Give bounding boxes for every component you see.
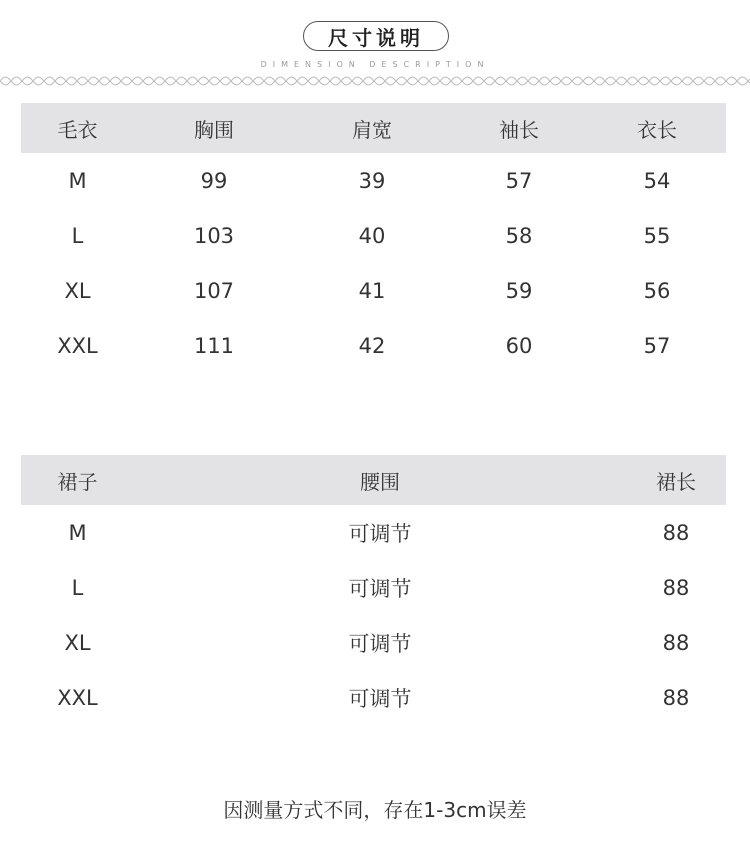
waist-cell: 可调节 xyxy=(348,631,412,656)
header-cell: 裙子 xyxy=(57,469,98,494)
measurement-note: 因测量方式不同，存在1-3cm误差 xyxy=(223,798,527,822)
table-header-row xyxy=(21,455,726,505)
shoulder-cell: 41 xyxy=(358,278,386,303)
header-cell: 肩宽 xyxy=(352,117,392,142)
shoulder-cell: 40 xyxy=(358,223,386,248)
header-cell: 腰围 xyxy=(360,469,400,494)
shoulder-cell: 42 xyxy=(358,333,386,358)
table-row xyxy=(21,153,726,208)
header xyxy=(0,0,750,95)
skirt-length-cell: 88 xyxy=(662,575,690,600)
size-cell: XXL xyxy=(57,333,98,358)
skirt-length-cell: 88 xyxy=(662,685,690,710)
header-cell: 胸围 xyxy=(194,117,234,142)
header-cell: 裙长 xyxy=(656,469,696,494)
page-title: 尺寸说明 xyxy=(303,21,449,51)
header-cell: 衣长 xyxy=(637,117,677,142)
size-cell: L xyxy=(71,223,84,248)
waist-cell: 可调节 xyxy=(348,686,412,711)
skirt-size-table xyxy=(21,455,726,725)
size-cell: XL xyxy=(64,630,91,655)
header-cell: 袖长 xyxy=(499,117,539,142)
chest-cell: 99 xyxy=(200,168,228,193)
table-row xyxy=(21,560,726,615)
skirt-length-cell: 88 xyxy=(662,520,690,545)
shoulder-cell: 39 xyxy=(358,168,386,193)
wave-divider xyxy=(0,74,750,88)
length-cell: 56 xyxy=(643,278,671,303)
sleeve-cell: 60 xyxy=(505,333,533,358)
size-cell: XXL xyxy=(57,685,98,710)
size-cell: M xyxy=(68,520,87,545)
length-cell: 57 xyxy=(643,333,671,358)
table-row xyxy=(21,505,726,560)
table-row xyxy=(21,263,726,318)
header-cell: 毛衣 xyxy=(57,117,98,142)
skirt-length-cell: 88 xyxy=(662,630,690,655)
size-cell: M xyxy=(68,168,87,193)
size-cell: L xyxy=(71,575,84,600)
chest-cell: 107 xyxy=(193,278,235,303)
page-subtitle: DIMENSION DESCRIPTION xyxy=(260,60,490,69)
table-row xyxy=(21,615,726,670)
length-cell: 55 xyxy=(643,223,671,248)
table-row xyxy=(21,208,726,263)
table-row xyxy=(21,670,726,725)
chest-cell: 103 xyxy=(193,223,235,248)
sweater-size-table xyxy=(21,103,726,373)
sleeve-cell: 58 xyxy=(505,223,533,248)
table-header-row xyxy=(21,103,726,153)
waist-cell: 可调节 xyxy=(348,576,412,601)
length-cell: 54 xyxy=(643,168,671,193)
sleeve-cell: 59 xyxy=(505,278,533,303)
sleeve-cell: 57 xyxy=(505,168,533,193)
size-cell: XL xyxy=(64,278,91,303)
waist-cell: 可调节 xyxy=(348,521,412,546)
table-row xyxy=(21,318,726,373)
chest-cell: 111 xyxy=(193,333,235,358)
